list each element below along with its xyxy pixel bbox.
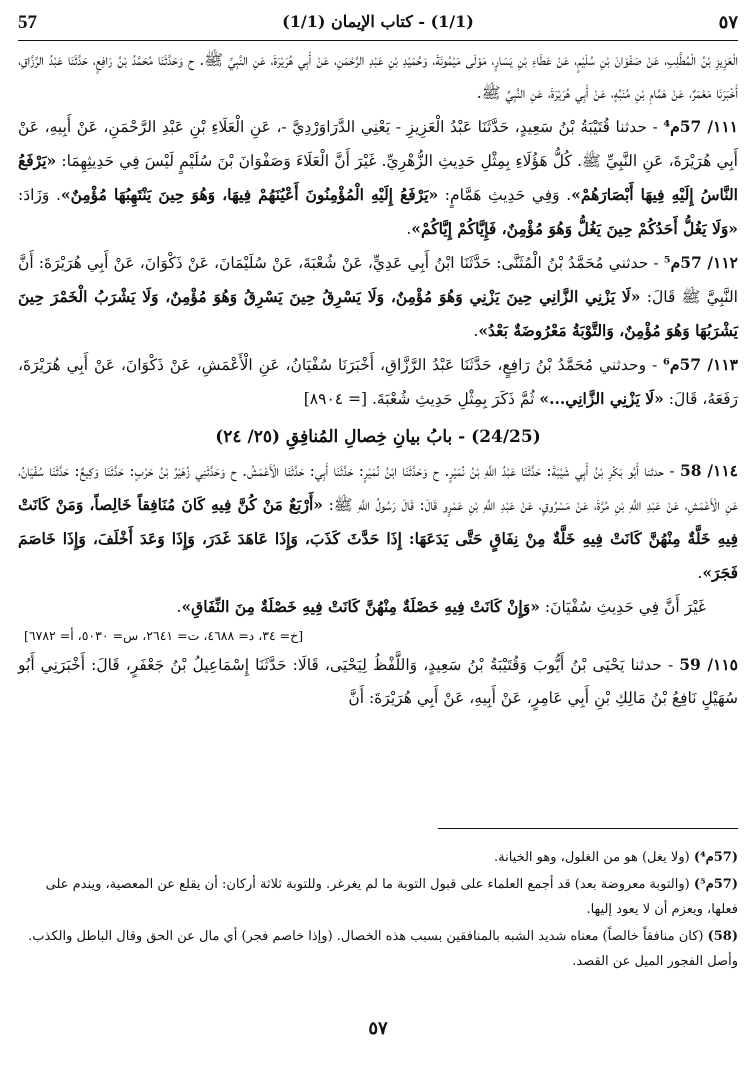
footnote [18, 845, 738, 870]
running-title: (1/1) - كتاب الإيمان (1/1) [282, 12, 474, 31]
footnote-rule [438, 828, 738, 829]
hadith-number: ١١١/ 57م⁴ [663, 117, 738, 136]
hadith-number: ١١٢/ 57م⁵ [663, 253, 739, 272]
hadith-115 [18, 648, 738, 715]
hadith-quote: «يَرْفَعُ النَّاسُ إِلَيْهِ فِيهَا أَبْصَارَهُمْ» [18, 151, 738, 204]
page-number-arabic: ٥٧ [718, 12, 738, 33]
page-number-latin: 57 [18, 12, 37, 33]
hadith-112 [18, 246, 738, 348]
footnote-tag: (57م⁵) [693, 877, 738, 892]
footnote-tag: (58) [707, 929, 738, 944]
hadith-text: - حدثنا يَحْيَى بْنُ أَيُّوبَ وَقُتَيْبَةُ بْنُ سَعِيدٍ، وَاللَّفْظُ لِيَحْيَى، قَالَا: حَدَّثَنَا إِسْمَاعِيلُ بْنُ جَعْفَرٍ، قَالَ: أَخْبَرَنِي أَبُو سُهَيْلٍ نَافِعُ بْنُ مَالِكِ بْنِ أَبِي عَامِرٍ، عَنْ أَبِيهِ، عَنْ أَبِي هُرَيْرَةَ: أَنَّ [18, 656, 738, 707]
hadith-quote: «وَإِنْ كَانَتْ فِيهِ خَصْلَةٌ مِنْهُنَّ كَانَتْ فِيهِ خَصْلَةٌ مِنَ النِّفَاقِ» [181, 597, 540, 616]
hadith-quote: «لَا يَزْنِي الزَّانِي حِينَ يَزْنِي وَهُوَ مُؤْمِنٌ، وَلَا يَسْرِقُ حِينَ يَسْرِقُ وَهُوَ مُؤْمِنٌ، وَلَا يَشْرَبُ الْخَمْرَ حِينَ يَشْرَبُهَا وَهُوَ مُؤْمِنٌ، وَالتَّوْبَةُ مَعْرُوضَةٌ بَعْدُ» [18, 287, 738, 340]
hadith-text: ثُمَّ ذَكَرَ بِمِثْلِ حَدِيثِ شُعْبَةَ. [= ٨٩٠٤] [303, 390, 540, 408]
footnotes [18, 845, 738, 976]
footnote [18, 924, 738, 974]
hadith-number: ١١٥/ 59 [679, 655, 739, 674]
cross-reference: [خ= ٣٤، د= ٤٦٨٨، ت= ٢٦٤١، س= ٥٠٣٠، أ= ٦٧٨٢] [24, 628, 304, 643]
hadith-114-variant [18, 590, 738, 624]
hadith-text: . وَفِي حَدِيثِ هَمَّامٍ: [438, 186, 572, 204]
header-rule [18, 40, 738, 41]
page-number-footer: ٥٧ [368, 1018, 388, 1039]
hadith-114 [18, 454, 738, 590]
hadith-text: . [473, 322, 479, 340]
footnote [18, 872, 738, 922]
hadith-text: غَيْرَ أَنَّ فِي حَدِيثِ سُفْيَانَ: [539, 598, 706, 616]
hadith-text: - وحدثني مُحَمَّدُ بْنُ رَافِعٍ، حَدَّثَنَا عَبْدُ الرَّزَّاقِ، أَخْبَرَنَا سُفْيَانُ، عَنِ الْأَعْمَشِ، عَنْ ذَكْوَانَ، عَنْ أَبِي هُرَيْرَةَ، رَفَعَهُ، قَالَ: [18, 356, 738, 408]
hadith-text: - حدثنا قُتَيْبَةُ بْنُ سَعِيدٍ، حَدَّثَنَا عَبْدُ الْعَزِيزِ - يَعْنِي الدَّرَاوَرْدِيَّ -، عَنِ الْعَلَاءِ بْنِ عَبْدِ الرَّحْمَنِ، عَنْ أَبِيهِ، عَنْ أَبِي هُرَيْرَةَ، عَنِ النَّبِيِّ ﷺ. كُلُّ هَؤُلَاءِ بِمِثْلِ حَدِيثِ الزُّهْرِيِّ. غَيْرَ أَنَّ الْعَلَاءَ وَصَفْوَانَ بْنَ سُلَيْمٍ لَيْسَ فِي حَدِيثِهِمَا: [18, 118, 738, 170]
hadith-quote: «لَا يَزْنِي الزَّانِي...» [539, 389, 664, 408]
hadith-113 [18, 348, 738, 416]
intro-paragraph: الْعَزِيزِ بْنُ الْمُطَّلِبِ، عَنْ صَفْوَانَ بْنِ سُلَيْمٍ، عَنْ عَطَاءِ بْنِ يَسَارٍ، مَوْلَى مَيْمُونَةَ، وَحُمَيْدِ بْنِ عَبْدِ الرَّحْمَنِ، عَنْ أَبِي هُرَيْرَةَ، عَنِ النَّبِيِّ ﷺ. ح وَحَدَّثَنَا مُحَمَّدُ بْنُ رَافِعٍ، حَدَّثَنَا عَبْدُ الرَّزَّاقِ، أَخْبَرَنَا مَعْمَرٌ، عَنْ هَمَّامِ بْنِ مُنَبِّهٍ، عَنْ أَبِي هُرَيْرَةَ، عَنِ النَّبِيِّ ﷺ. [18, 51, 738, 102]
hadith-quote: «وَلَا يَغُلُّ أَحَدُكُمْ حِينَ يَغُلُّ وَهُوَ مُؤْمِنٌ، فَإِيَّاكُمْ إِيَّاكُمْ» [411, 219, 738, 238]
hadith-quote: «أَرْبَعٌ مَنْ كُنَّ فِيهِ كَانَ مُنَافِقاً خَالِصاً، وَمَنْ كَانَتْ فِيهِ خَلَّةٌ مِنْهُنَّ كَانَتْ فِيهِ خَلَّةٌ مِنْ نِفَاقٍ حَتَّى يَدَعَهَا: إِذَا حَدَّثَ كَذَبَ، وَإِذَا عَاهَدَ غَدَرَ، وَإِذَا وَعَدَ أَخْلَفَ، وَإِذَا خَاصَمَ فَجَرَ» [18, 495, 738, 582]
chapter-heading: (24/25) - بابُ بيانِ خِصالِ المُنافِقِ (٢٥/ ٢٤) [215, 427, 541, 447]
footnote-text: (كان منافقاً خالصاً) معناه شديد الشبه بالمنافقين بسبب هذه الخصال. (وإذا خاصم فجر) أي مال عن الحق وقال الباطل والكذب. وأصل الفجور الميل عن القصد. [28, 929, 738, 969]
page-header [18, 8, 738, 38]
main-text [18, 44, 738, 715]
hadith-number: ١١٤/ 58 [679, 461, 739, 480]
footnote-text: (ولا يغل) هو من الغلول، وهو الخيانة. [493, 850, 694, 865]
hadith-text: . [406, 220, 412, 238]
hadith-111 [18, 110, 738, 246]
hadith-text: . [697, 564, 703, 582]
hadith-number: ١١٣/ 57م⁶ [663, 355, 738, 374]
hadith-text: - حدثني مُحَمَّدُ بْنُ الْمُثَنَّى: حَدَّثَنَا ابْنُ أَبِي عَدِيٍّ، عَنْ شُعْبَةَ، عَنْ سُلَيْمَانَ، عَنْ ذَكْوَانَ، عَنْ أَبِي هُرَيْرَةَ: أَنَّ النَّبِيَّ ﷺ قَالَ: [18, 254, 738, 306]
hadith-text: . وَزَادَ: [18, 186, 61, 204]
footnote-text: (والتوبة معروضة بعد) قد أجمع العلماء على قبول التوبة ما لم يغرغر. وللتوبة ثلاثة أركان: أن يقلع عن المعصية، ويندم على فعلها، ويعزم أن لا يعود إليها. [45, 877, 738, 917]
footnote-tag: (57م⁴) [693, 850, 738, 865]
hadith-text: - حدثنا أَبُو بَكْرِ بْنُ أَبِي شَيْبَةَ: حَدَّثَنَا عَبْدُ اللَّهِ بْنُ نُمَيْرٍ. ح وَحَدَّثَنَا ابْنُ نُمَيْرٍ: حَدَّثَنَا أَبِي: حَدَّثَنَا الْأَعْمَشُ. ح وَحَدَّثَنِي زُهَيْرُ بْنُ حَرْبٍ: حَدَّثَنَا وَكِيعٌ: حَدَّثَنَا سُفْيَانُ، عَنِ الْأَعْمَشِ، عَنْ عَبْدِ اللَّهِ بْنِ مُرَّةَ، عَنْ مَسْرُوقٍ، عَنْ عَبْدِ اللَّهِ بْنِ عَمْرٍو قَالَ: قَالَ رَسُولُ اللَّهِ ﷺ: [18, 462, 738, 514]
hadith-quote: «يَرْفَعُ إِلَيْهِ الْمُؤْمِنُونَ أَعْيُنَهُمْ فِيهَا، وَهُوَ حِينَ يَنْتَهِبُهَا مُؤْمِنٌ» [60, 185, 439, 204]
hadith-text: . [176, 598, 182, 616]
